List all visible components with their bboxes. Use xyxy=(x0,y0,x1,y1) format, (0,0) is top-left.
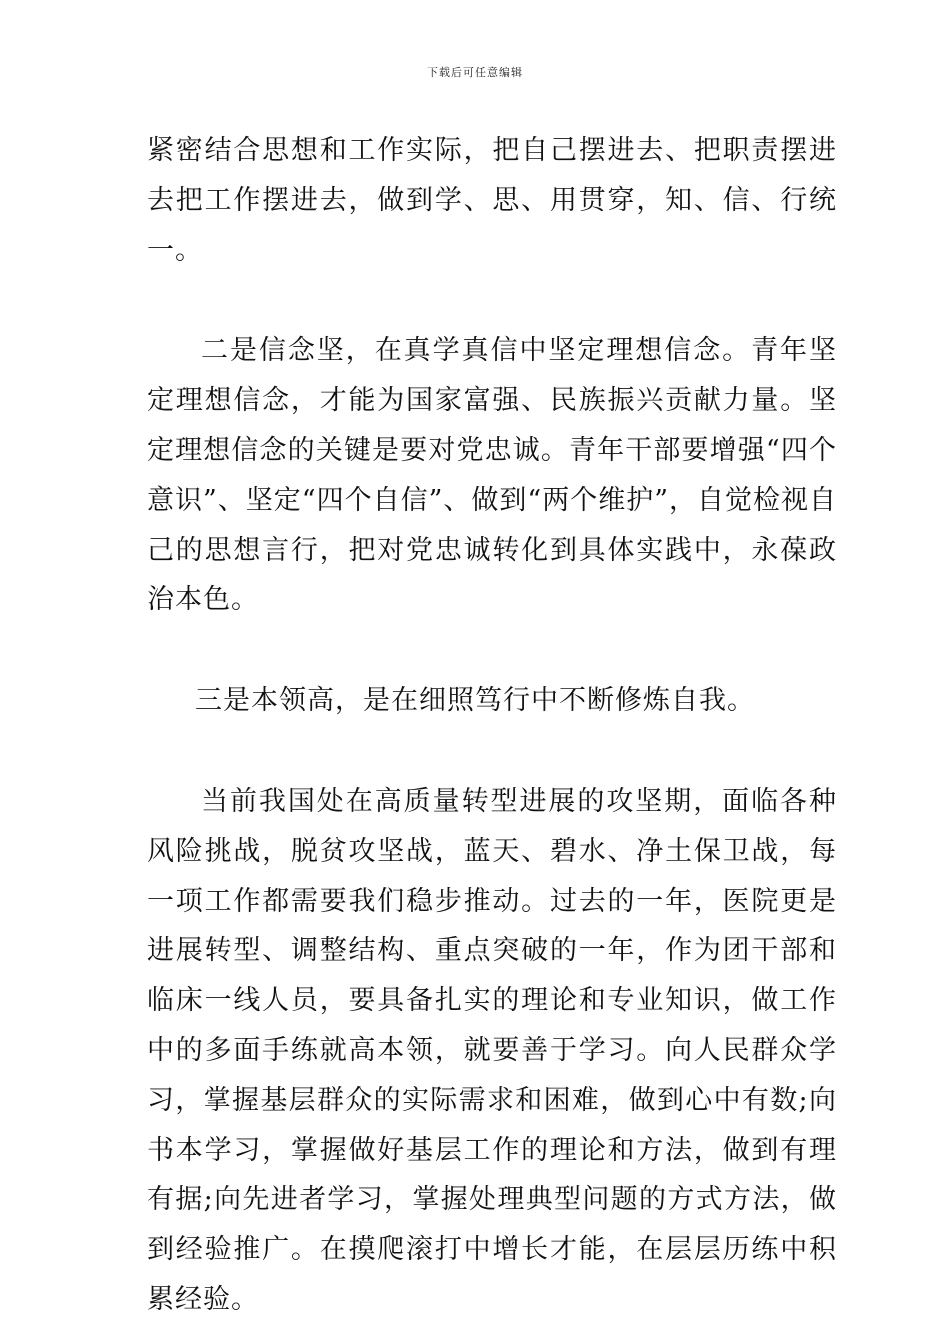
paragraph-ability-heading: 三是本领高，是在细照笃行中不断修炼自我。 xyxy=(195,685,755,717)
page-header-note: 下载后可任意编辑 xyxy=(427,66,523,79)
paragraph-gap xyxy=(147,625,837,676)
paragraph-ability-detail: 当前我国处在高质量转型进展的攻坚期，面临各种风险挑战，脱贫攻坚战，蓝天、碧水、净土保卫战，每一项工作都需要我们稳步推动。过去的一年，医院更是进展转型、调整结构、重点突破的一年，作为团干部和临床一线人员，要具备扎实的理论和专业知识，做工作中的多面手练就高本领，就要善于学习。向人民群众学习，掌握基层群众的实际需求和困难，做到心中有数;向书本学习，掌握做好基层工作的理论和方法，做到有理有据;向先进者学习，掌握处理典型问题的方式方法，做到经验推广。在摸爬滚打中增长才能，在层层历练中积累经验。 xyxy=(147,785,837,1315)
paragraph-faith: 二是信念坚，在真学真信中坚定理想信念。青年坚定理想信念，才能为国家富强、民族振兴贡献力量。坚定理想信念的关键是要对党忠诚。青年干部要增强“四个意识”、坚定“四个自信”、做到“两个维护”，自觉检视自己的思想言行，把对党忠诚转化到具体实践中，永葆政治本色。 xyxy=(147,335,838,616)
paragraph-gap xyxy=(147,726,837,777)
paragraph-gap xyxy=(147,275,837,326)
document-body xyxy=(147,126,837,1325)
paragraph-continuation: 紧密结合思想和工作实际，把自己摆进去、把职责摆进去把工作摆进去，做到学、思、用贯穿，知、信、行统一。 xyxy=(147,135,837,266)
